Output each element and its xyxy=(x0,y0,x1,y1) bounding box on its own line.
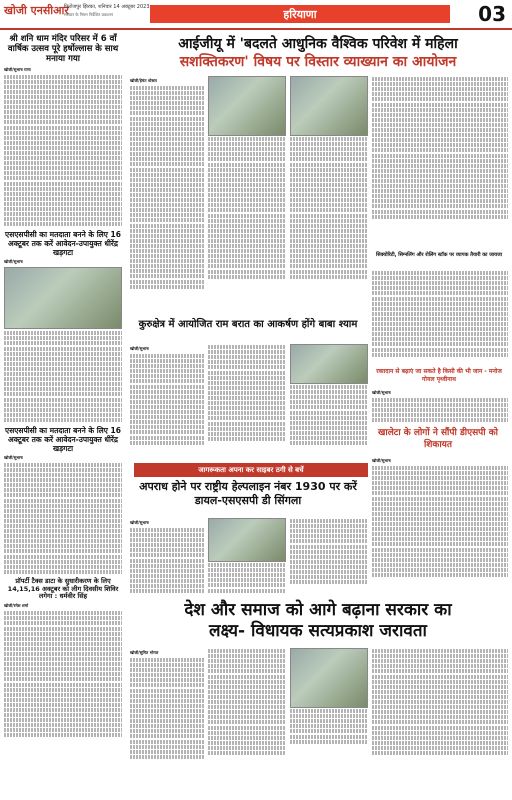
blood-donation-headline: रक्तदान से बढ़ाएं जा सकते है किसी की भी जान - मनोज गोयल पृथ्वीनाथ xyxy=(376,368,502,383)
khaleta-byline: खोजी/सुभाष xyxy=(372,458,391,463)
bottom-col-2 xyxy=(208,648,286,756)
main-article-col-2 xyxy=(208,76,286,280)
bottom-col-3 xyxy=(290,648,368,745)
left-headline-4: प्रॉपर्टी टैक्स डाटा के सुधारीकरण के लिए 14,15,16 अक्टूबर को लीग दिवसीय शिविर लगेगा : धर्मवीर सिंह xyxy=(7,576,119,601)
left-headline-1: श्री शनि धाम मंदिर परिसर में 6 वाँ वार्षिक उत्सव पूरे हर्षोल्लास के साथ मनाया गया xyxy=(7,34,119,65)
news-photo xyxy=(290,344,368,384)
article-text xyxy=(4,75,122,227)
section-banner xyxy=(150,5,450,23)
blood-donation-byline: खोजी/सुभाष xyxy=(372,390,391,395)
kurukshetra-col-3 xyxy=(290,344,368,446)
bottom-col-1 xyxy=(130,648,204,760)
left-byline-3: खोजी/सुभाष xyxy=(4,454,23,460)
main-headline-line-2: सशक्तिकरण' विषय पर विस्तार व्याख्यान का आयोजन xyxy=(179,53,457,70)
article-text xyxy=(4,463,122,574)
side-headline: सिक्योरिटी, सिग्नलिंग और रोलिंग स्टॉक पर व्यापक तैयारी का जायजा xyxy=(375,252,503,258)
news-photo xyxy=(290,648,368,708)
news-photo xyxy=(4,267,122,329)
dateline-sub: सरकार के नियम निर्देशित प्रकाशन xyxy=(64,12,113,17)
left-headline-3: एसएसपीसी का मतदाता बनने के लिए 16 अक्टूबर तक करें आवेदन-उपायुक्त धीरेंद्र खड़गटा xyxy=(5,425,121,453)
kurukshetra-byline: खोजी/सुभाष xyxy=(130,346,149,351)
left-byline-2: खोजी/सुभाष xyxy=(4,259,23,265)
khaleta-headline: खालेटा के लोगों ने सौंपी डीएसपी को शिकायत xyxy=(378,428,498,450)
crime-col-3 xyxy=(290,518,368,585)
khaleta-article xyxy=(372,456,508,578)
kurukshetra-col-2 xyxy=(208,344,286,442)
left-headline-2: एसएसपीसी का मतदाता बनने के लिए 16 अक्टूबर तक करें आवेदन-उपायुक्त धीरेंद्र खड़गटा xyxy=(5,230,121,258)
main-article-col-4 xyxy=(372,76,508,220)
bottom-headline xyxy=(128,600,508,643)
main-article-col-1 xyxy=(130,76,204,290)
article-text xyxy=(4,331,122,422)
main-headline xyxy=(128,36,508,71)
blood-donation-article xyxy=(372,388,508,423)
page-number: 03 xyxy=(478,2,506,26)
kurukshetra-col-1 xyxy=(130,344,204,446)
article-text xyxy=(4,611,122,737)
left-column xyxy=(4,34,122,739)
news-photo xyxy=(290,76,368,136)
left-byline-1: खोजी/सुभाष राणा xyxy=(4,66,31,72)
bottom-headline-line-1: देश और समाज को आगे बढ़ाना सरकार का xyxy=(184,600,452,620)
crime-byline: खोजी/सुभाष xyxy=(130,520,149,525)
main-byline: खोजी/हेमंत धोसल xyxy=(130,78,157,83)
masthead xyxy=(0,0,512,30)
news-photo xyxy=(208,76,286,136)
main-article-col-3 xyxy=(290,76,368,280)
cyber-awareness-banner: जागरूकता अपना कर साइबर ठगी से बचें xyxy=(134,463,368,477)
kurukshetra-headline: कुरुक्षेत्र में आयोजित राम बरात का आकर्षण होंगे बाबा श्याम xyxy=(138,319,358,330)
officer-photo xyxy=(208,518,286,562)
bottom-byline: खोजी/सुमित भोगल xyxy=(130,650,159,655)
bottom-headline-line-2: लक्ष्य- विधायक सत्यप्रकाश जरावता xyxy=(209,621,427,642)
bottom-col-4 xyxy=(372,648,508,756)
section-title: हरियाणा xyxy=(283,8,317,21)
side-article xyxy=(372,270,508,358)
left-byline-4: खोजी/रमेश शर्मा xyxy=(4,603,29,609)
dateline: फिरोजपुर झिरका, शनिवार 14 अक्टूबर 2023 xyxy=(64,4,150,10)
crime-col-2 xyxy=(208,518,286,594)
main-headline-line-1: आईजीयू में 'बदलते आधुनिक वैश्विक परिवेश में महिला xyxy=(178,36,458,52)
cyber-crime-headline: अपराध होने पर राष्ट्रीय हेल्पलाइन नंबर 1930 पर करें डायल-एसएसपी डी सिंगला xyxy=(139,480,357,508)
brand-title: खोजी एनसीआर xyxy=(4,4,69,17)
crime-col-1 xyxy=(130,518,204,594)
